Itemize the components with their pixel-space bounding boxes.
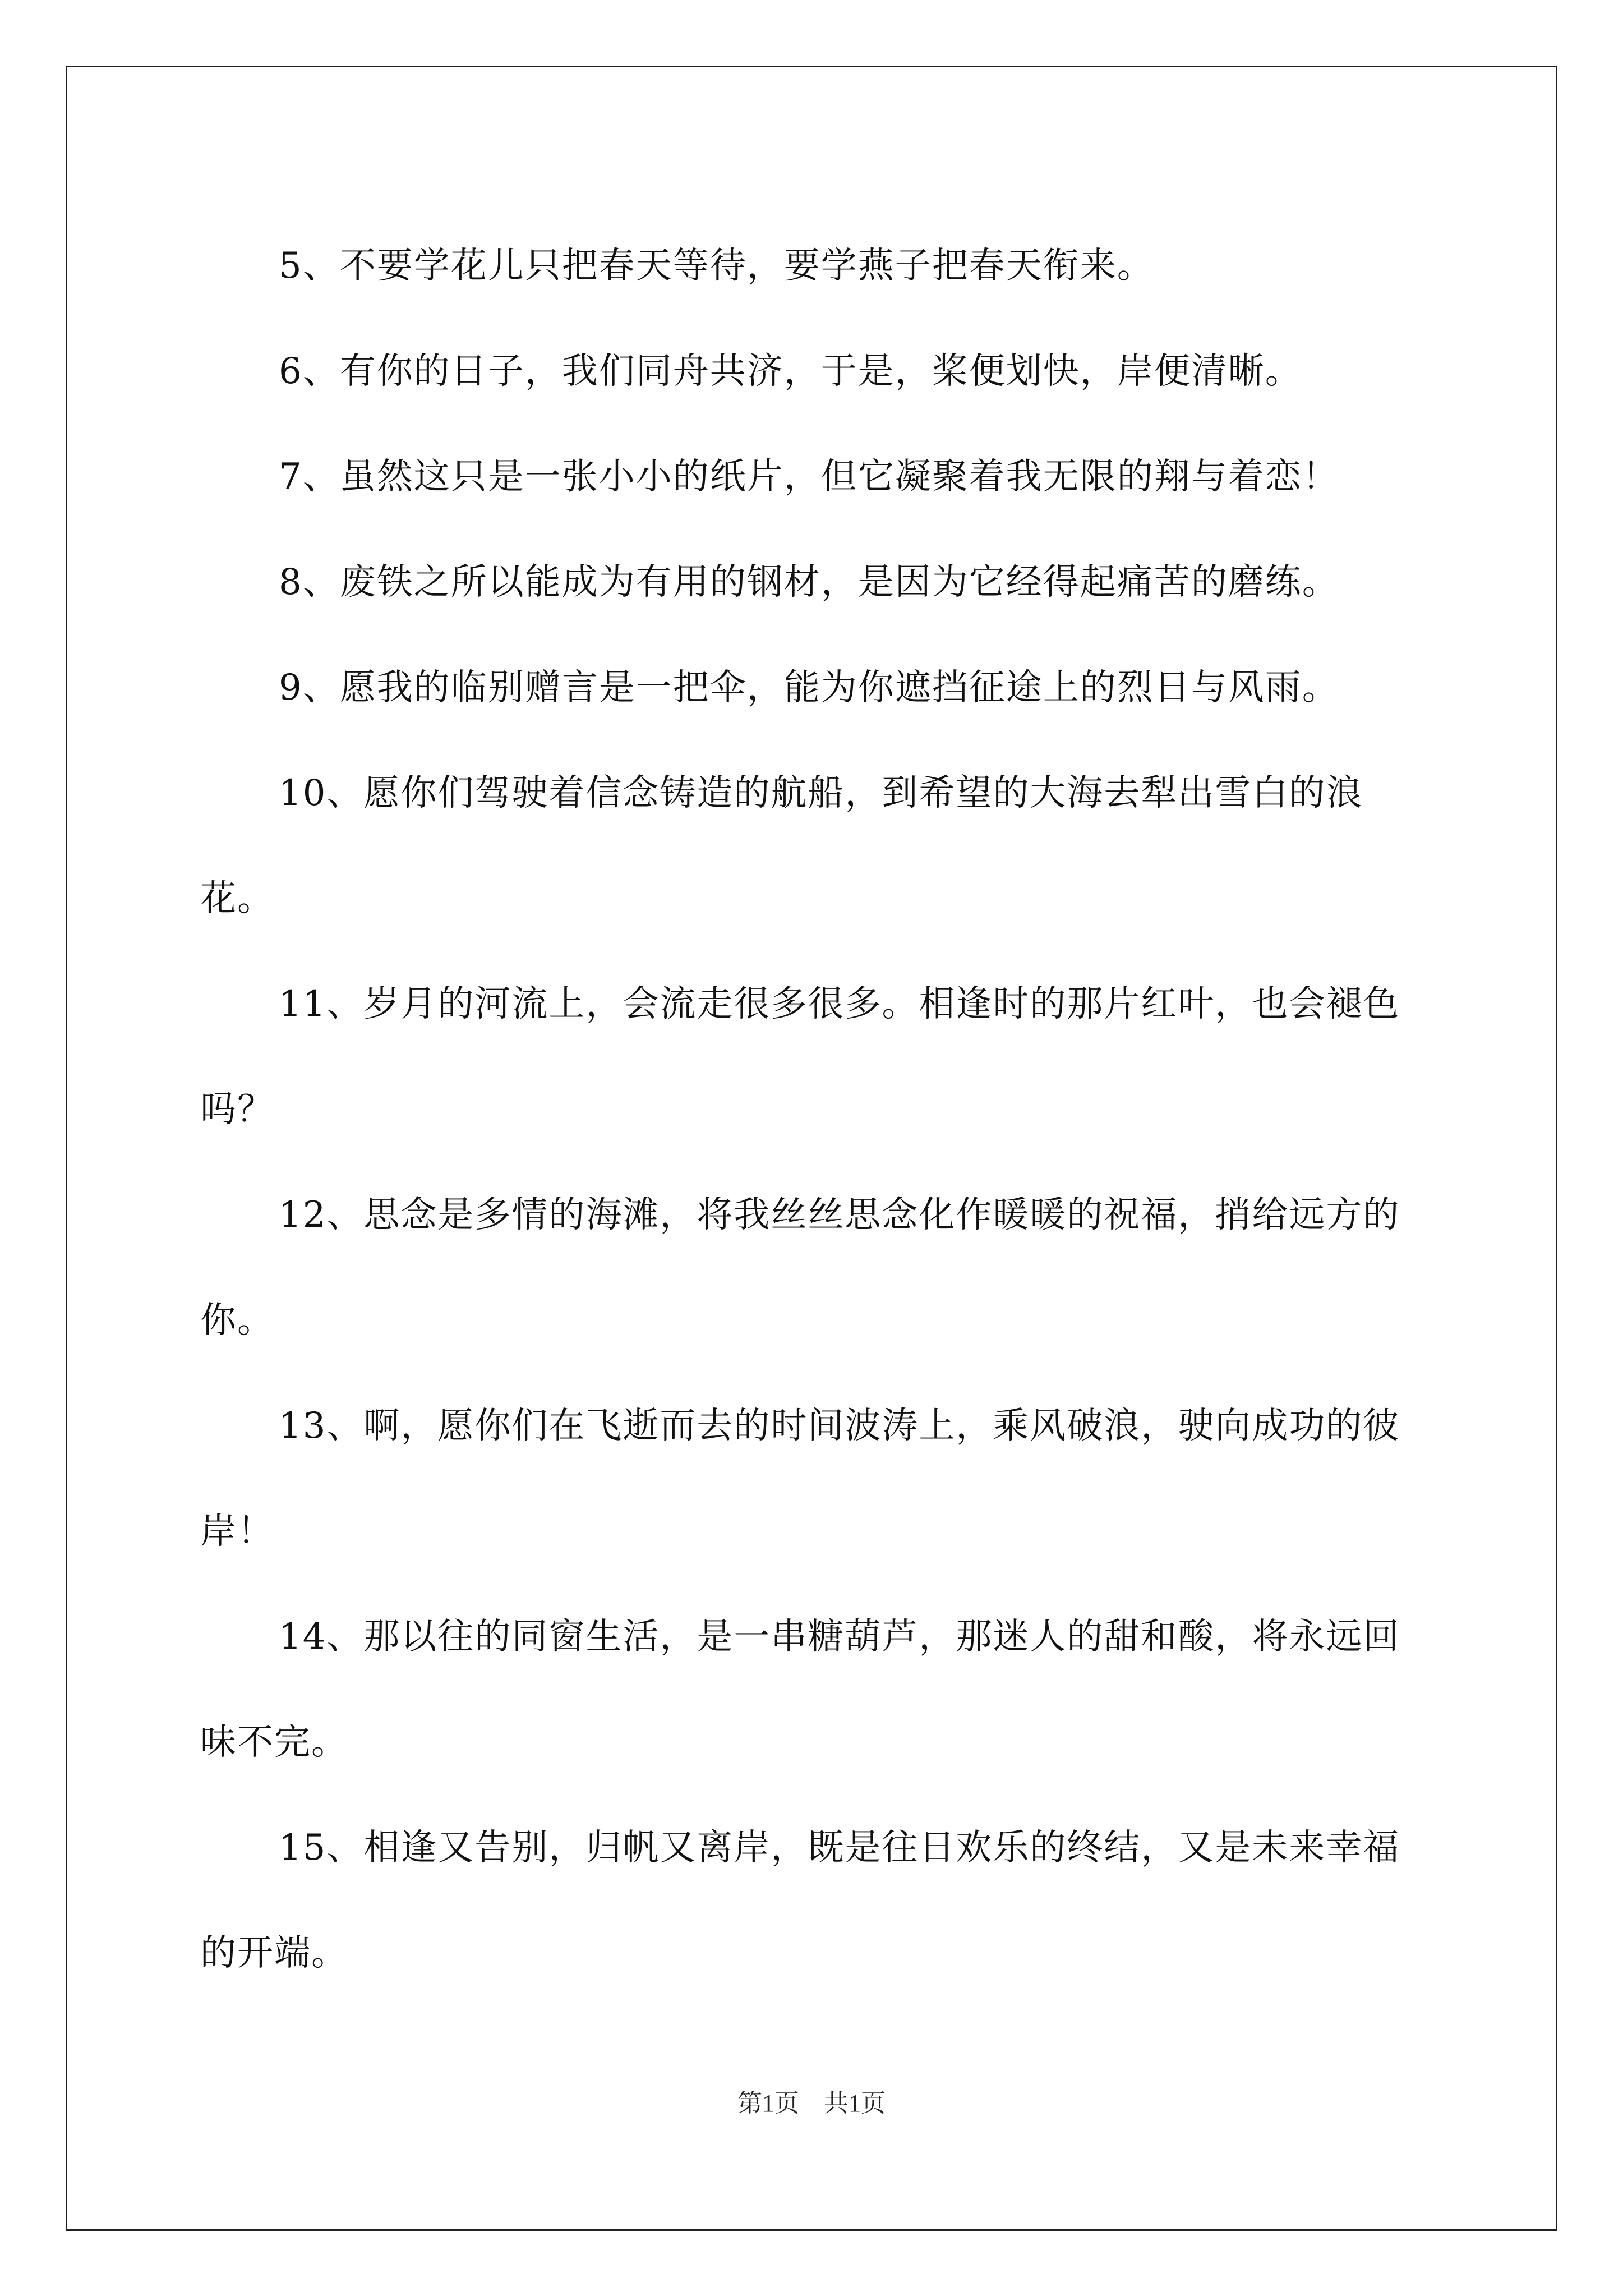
paragraph-5: 5、不要学花儿只把春天等待，要学燕子把春天衔来。 — [279, 245, 1154, 287]
paragraph-14: 14、那以往的同窗生活，是一串糖葫芦，那迷人的甜和酸，将永远回味不完。 — [200, 1616, 1400, 1763]
paragraph-10: 10、愿你们驾驶着信念铸造的航船，到希望的大海去犁出雪白的浪花。 — [200, 772, 1363, 919]
paragraph-11: 11、岁月的河流上，会流走很多很多。相逢时的那片红叶，也会褪色吗？ — [200, 983, 1400, 1130]
paragraph-6: 6、有你的日子，我们同舟共济，于是，桨便划快，岸便清晰。 — [279, 351, 1302, 392]
paragraph-8: 8、废铁之所以能成为有用的钢材，是因为它经得起痛苦的磨练。 — [279, 562, 1339, 603]
paragraph-12: 12、思念是多情的海滩，将我丝丝思念化作暖暖的祝福，捎给远方的你。 — [200, 1194, 1400, 1341]
document-body — [200, 213, 1434, 2006]
paragraph-9: 9、愿我的临别赠言是一把伞，能为你遮挡征途上的烈日与风雨。 — [279, 667, 1339, 708]
paragraph-7: 7、虽然这只是一张小小的纸片，但它凝聚着我无限的翔与着恋！ — [279, 456, 1339, 498]
page-footer: 第1页 共1页 — [737, 2090, 886, 2117]
paragraph-13: 13、啊，愿你们在飞逝而去的时间波涛上，乘风破浪，驶向成功的彼岸！ — [200, 1405, 1400, 1552]
paragraph-15: 15、相逢又告别，归帆又离岸，既是往日欢乐的终结，又是未来幸福的开端。 — [200, 1827, 1400, 1974]
